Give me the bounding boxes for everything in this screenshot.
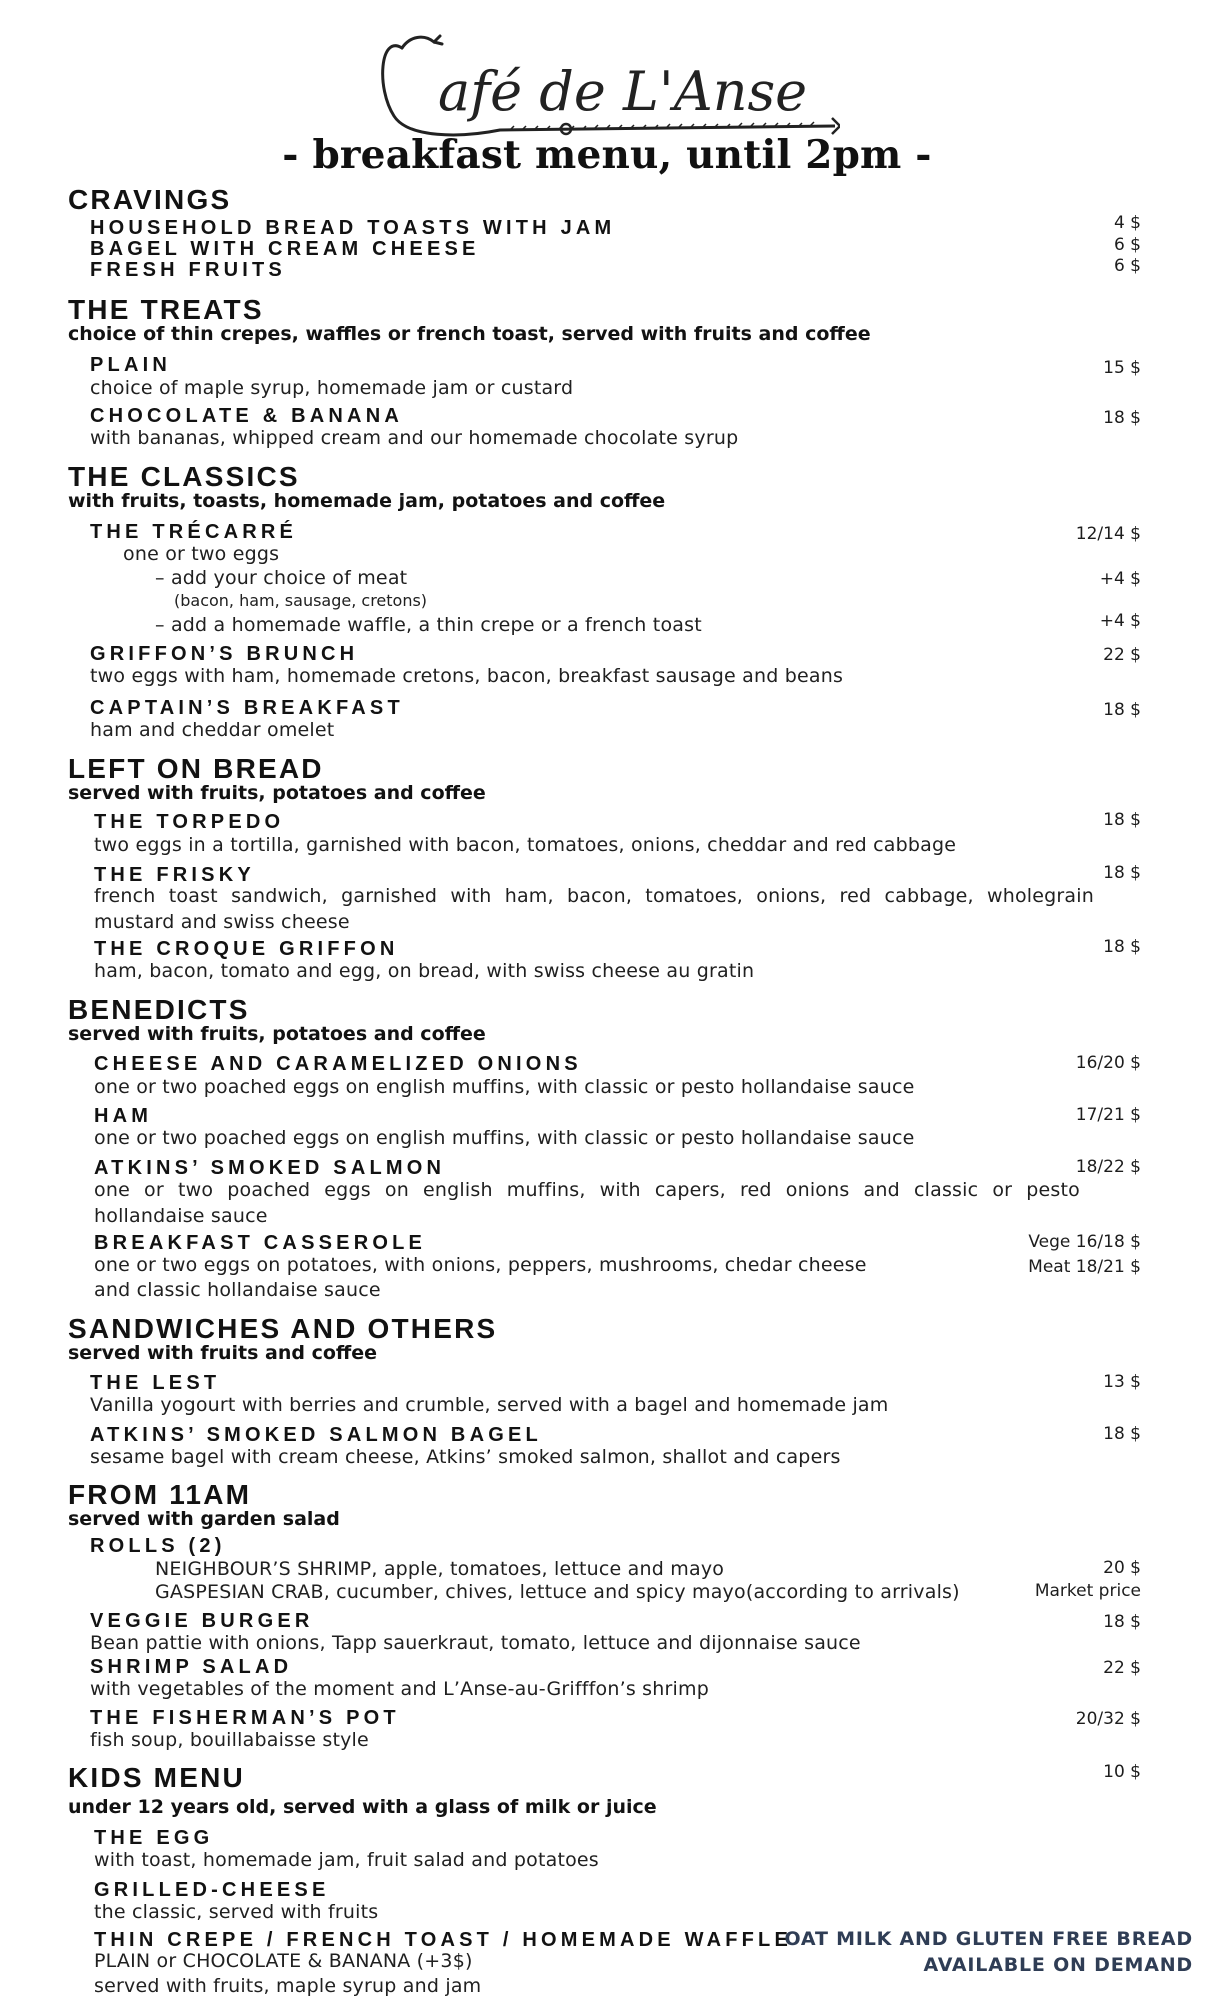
- menu-addon: – add your choice of meat: [155, 567, 408, 589]
- menu-item-name: ROLLS (2): [90, 1535, 226, 1557]
- menu-item-desc: one or two poached eggs on english muffins, with capers, red onions and classic or pesto: [94, 1179, 1080, 1201]
- menu-item-desc: ham, bacon, tomato and egg, on bread, with swiss cheese au gratin: [94, 960, 755, 982]
- menu-item-desc: fish soup, bouillabaisse style: [90, 1729, 369, 1751]
- menu-item-desc: one or two poached eggs on english muffins, with classic or pesto hollandaise sauce: [94, 1076, 915, 1098]
- menu-item-price: 18 $: [1103, 408, 1141, 428]
- menu-item-desc: ham and cheddar omelet: [90, 719, 335, 741]
- menu-item-name: ATKINS’ SMOKED SALMON BAGEL: [90, 1424, 542, 1446]
- menu-item-name: ATKINS’ SMOKED SALMON: [94, 1157, 446, 1179]
- section-title-benedicts: BENEDICTS: [68, 994, 250, 1025]
- section-price: 10 $: [1103, 1762, 1141, 1782]
- menu-item-name: SHRIMP SALAD: [90, 1656, 293, 1678]
- menu-item-price: 17/21 $: [1075, 1105, 1141, 1125]
- menu-item-price: 12/14 $: [1075, 524, 1141, 544]
- menu-item-name: HAM: [94, 1105, 153, 1127]
- menu-item-name: BREAKFAST CASSEROLE: [94, 1232, 427, 1254]
- dietary-note-line: AVAILABLE ON DEMAND: [923, 1954, 1193, 1976]
- menu-item-price: 16/20 $: [1075, 1053, 1141, 1073]
- menu-item-desc: Bean pattie with onions, Tapp sauerkraut, tomato, lettuce and dijonnaise sauce: [90, 1632, 861, 1654]
- menu-addon-price: +4 $: [1099, 569, 1141, 589]
- menu-item-price: 18 $: [1103, 937, 1141, 957]
- menu-item-price: 18 $: [1103, 810, 1141, 830]
- section-title-cravings: CRAVINGS: [68, 184, 232, 215]
- menu-item-name: GRIFFON’S BRUNCH: [90, 643, 359, 665]
- menu-item-name: CHOCOLATE & BANANA: [90, 405, 403, 427]
- menu-item-price: 22 $: [1103, 645, 1141, 665]
- menu-item-name: HOUSEHOLD BREAD TOASTS WITH JAM: [90, 217, 616, 239]
- menu-item-price: 20 $: [1103, 1558, 1141, 1578]
- menu-item-desc: hollandaise sauce: [94, 1205, 268, 1227]
- menu-item-desc: one or two eggs: [123, 543, 280, 565]
- menu-item-name: VEGGIE BURGER: [90, 1610, 314, 1632]
- menu-item-price: 6 $: [1113, 235, 1141, 255]
- menu-item-name: THE TORPEDO: [94, 811, 285, 833]
- menu-item-price: 15 $: [1103, 358, 1141, 378]
- menu-item-name: BAGEL WITH CREAM CHEESE: [90, 238, 480, 260]
- menu-item-name: THE TRÉCARRÉ: [90, 521, 298, 543]
- menu-item-price: 4 $: [1113, 213, 1141, 233]
- menu-item-price: 18 $: [1103, 700, 1141, 720]
- section-subtitle: choice of thin crepes, waffles or french toast, served with fruits and coffee: [68, 323, 871, 345]
- menu-item-price: Market price: [1034, 1581, 1141, 1601]
- menu-item-desc: with toast, homemade jam, fruit salad and potatoes: [94, 1849, 599, 1871]
- menu-item-desc: two eggs in a tortilla, garnished with bacon, tomatoes, onions, cheddar and red cabbage: [94, 834, 957, 856]
- section-title-from-11am: FROM 11AM: [68, 1479, 252, 1510]
- menu-item-desc: and classic hollandaise sauce: [94, 1279, 381, 1301]
- menu-item-name: PLAIN: [90, 354, 171, 376]
- menu-item-desc: GASPESIAN CRAB, cucumber, chives, lettuce and spicy mayo(according to arrivals): [155, 1581, 960, 1603]
- menu-item-name: THIN CREPE / FRENCH TOAST / HOMEMADE WAFFLE: [94, 1929, 793, 1951]
- menu-item-price: Meat 18/21 $: [1028, 1257, 1141, 1277]
- menu-item-desc: with vegetables of the moment and L’Anse-au-Grifffon’s shrimp: [90, 1678, 709, 1700]
- menu-item-price: 22 $: [1103, 1658, 1141, 1678]
- menu-item-desc: Vanilla yogourt with berries and crumble, served with a bagel and homemade jam: [90, 1394, 889, 1416]
- menu-item-desc: french toast sandwich, garnished with ham, bacon, tomatoes, onions, red cabbage, wholegrain: [94, 885, 1094, 907]
- menu-addon-price: +4 $: [1099, 611, 1141, 631]
- menu-item-name: THE FRISKY: [94, 864, 255, 886]
- menu-addon-note: (bacon, ham, sausage, cretons): [174, 591, 428, 610]
- section-title-bread: LEFT ON BREAD: [68, 753, 324, 784]
- menu-item-name: GRILLED-CHEESE: [94, 1879, 330, 1901]
- menu-item-price: 18 $: [1103, 1612, 1141, 1632]
- menu-item-desc: NEIGHBOUR’S SHRIMP, apple, tomatoes, lettuce and mayo: [155, 1558, 725, 1580]
- menu-item-price: 18 $: [1103, 1424, 1141, 1444]
- menu-item-desc: PLAIN or CHOCOLATE & BANANA (+3$): [94, 1950, 473, 1972]
- section-title-sandwiches: SANDWICHES AND OTHERS: [68, 1313, 498, 1344]
- menu-item-desc: served with fruits, maple syrup and jam: [94, 1975, 482, 1997]
- section-subtitle: with fruits, toasts, homemade jam, potatoes and coffee: [68, 490, 666, 512]
- menu-item-name: CHEESE AND CARAMELIZED ONIONS: [94, 1053, 582, 1075]
- menu-item-name: THE EGG: [94, 1827, 214, 1849]
- section-subtitle: served with garden salad: [68, 1508, 340, 1530]
- menu-item-price: 18/22 $: [1075, 1157, 1141, 1177]
- dietary-note-line: OAT MILK AND GLUTEN FREE BREAD: [784, 1928, 1193, 1950]
- section-title-kids: KIDS MENU: [68, 1762, 245, 1793]
- menu-item-desc: the classic, served with fruits: [94, 1901, 379, 1923]
- menu-item-desc: one or two poached eggs on english muffins, with classic or pesto hollandaise sauce: [94, 1127, 915, 1149]
- menu-item-desc: sesame bagel with cream cheese, Atkins’ smoked salmon, shallot and capers: [90, 1446, 841, 1468]
- menu-subtitle: - breakfast menu, until 2pm -: [282, 132, 932, 178]
- section-subtitle: served with fruits and coffee: [68, 1342, 378, 1364]
- menu-item-name: THE FISHERMAN’S POT: [90, 1707, 400, 1729]
- menu-item-desc: two eggs with ham, homemade cretons, bacon, breakfast sausage and beans: [90, 665, 844, 687]
- menu-item-desc: choice of maple syrup, homemade jam or custard: [90, 377, 574, 399]
- menu-item-name: CAPTAIN’S BREAKFAST: [90, 697, 404, 719]
- section-subtitle: served with fruits, potatoes and coffee: [68, 782, 486, 804]
- menu-item-name: FRESH FRUITS: [90, 259, 286, 281]
- menu-item-desc: with bananas, whipped cream and our homemade chocolate syrup: [90, 427, 739, 449]
- section-title-treats: THE TREATS: [68, 294, 264, 325]
- menu-item-name: THE LEST: [90, 1372, 221, 1394]
- menu-item-price: 18 $: [1103, 863, 1141, 883]
- menu-item-desc: mustard and swiss cheese: [94, 911, 350, 933]
- menu-addon: – add a homemade waffle, a thin crepe or a french toast: [155, 614, 702, 636]
- menu-item-price: 6 $: [1113, 256, 1141, 276]
- menu-item-desc: one or two eggs on potatoes, with onions, peppers, mushrooms, chedar cheese: [94, 1254, 867, 1276]
- section-subtitle: under 12 years old, served with a glass of milk or juice: [68, 1796, 657, 1818]
- menu-item-price: Vege 16/18 $: [1028, 1232, 1141, 1252]
- menu-item-name: THE CROQUE GRIFFON: [94, 938, 399, 960]
- menu-item-price: 20/32 $: [1075, 1709, 1141, 1729]
- logo-lettering: afé de L'Anse: [438, 60, 808, 123]
- dietary-note: [784, 1926, 1193, 1978]
- menu-item-price: 13 $: [1103, 1372, 1141, 1392]
- section-subtitle: served with fruits, potatoes and coffee: [68, 1023, 486, 1045]
- section-title-classics: THE CLASSICS: [68, 461, 300, 492]
